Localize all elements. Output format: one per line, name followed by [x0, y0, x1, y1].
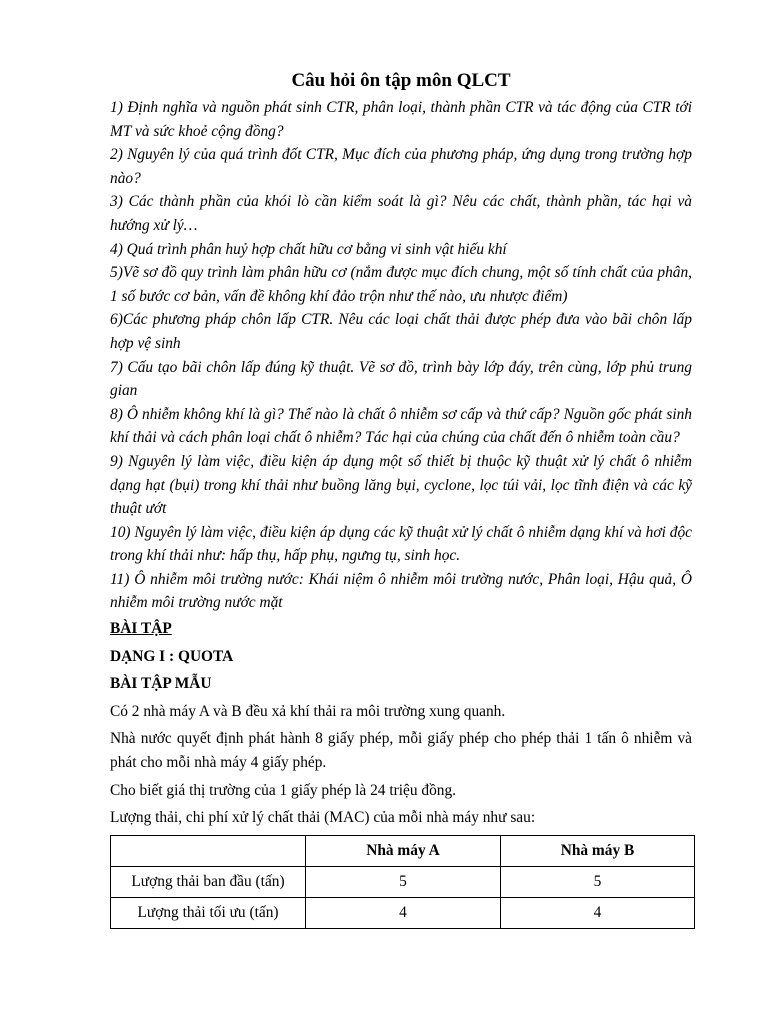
question-item: 2) Nguyên lý của quá trình đốt CTR, Mục đích của phương pháp, ứng dụng trong trường hợp nào?: [110, 146, 692, 187]
paragraph: Nhà nước quyết định phát hành 8 giấy phép, mỗi giấy phép cho phép thải 1 tấn ô nhiễm và phát cho mỗi nhà máy 4 giấy phép.: [110, 730, 692, 772]
document-title: Câu hỏi ôn tập môn QLCT: [291, 70, 511, 91]
paragraph: Lượng thải, chi phí xử lý chất thải (MAC) của mỗi nhà máy như sau:: [110, 809, 536, 827]
type-heading: DẠNG I : QUOTA: [110, 647, 234, 665]
table-row: [111, 866, 695, 897]
table-header-cell: Nhà máy A: [306, 835, 501, 866]
document-page: [110, 66, 692, 929]
question-item: 6)Các phương pháp chôn lấp CTR. Nêu các loại chất thải được phép đưa vào bãi chôn lấp hợp vệ sinh: [110, 311, 692, 352]
paragraph: Cho biết giá thị trường của 1 giấy phép là 24 triệu đồng.: [110, 781, 457, 799]
question-item: 8) Ô nhiễm không khí là gì? Thế nào là chất ô nhiễm sơ cấp và thứ cấp? Nguồn gốc phát sinh khí thải và cách phân loại chất ô nhiễm? Tác hại của chúng của chất đến ô nhiễm toàn cầu?: [110, 405, 692, 447]
table-cell: Lượng thải ban đầu (tấn): [111, 866, 306, 897]
question-item: 7) Cấu tạo bãi chôn lấp đúng kỹ thuật. Vẽ sơ đồ, trình bày lớp đáy, trên cùng, lớp phủ trung gian: [110, 358, 692, 400]
mac-table: [110, 835, 695, 929]
section-heading: BÀI TẬP: [110, 620, 172, 638]
table-cell: Lượng thải tối ưu (tấn): [111, 897, 306, 928]
question-item: 5)Vẽ sơ đồ quy trình làm phân hữu cơ (nắm được mục đích chung, một số tính chất của phân, 1 số bước cơ bản, vấn đề không khí đảo trộn như thế nào, ưu nhược điểm): [110, 264, 692, 305]
paragraph: Có 2 nhà máy A và B đều xả khí thải ra môi trường xung quanh.: [110, 702, 506, 720]
question-item: 3) Các thành phần của khói lò cần kiểm soát là gì? Nêu các chất, thành phần, tác hại và hướng xử lý…: [110, 193, 692, 234]
table-header-cell: [111, 835, 306, 866]
sample-heading: BÀI TẬP MẪU: [110, 675, 212, 693]
table-header-row: [111, 835, 695, 866]
question-item: 4) Quá trình phân huỷ hợp chất hữu cơ bằng vi sinh vật hiếu khí: [110, 240, 507, 258]
table-cell: 5: [501, 866, 695, 897]
table-cell: 5: [306, 866, 501, 897]
table-row: [111, 897, 695, 928]
question-item: 9) Nguyên lý làm việc, điều kiện áp dụng một số thiết bị thuộc kỹ thuật xử lý chất ô nhiễm dạng hạt (bụi) trong khí thải như buồng lăng bụi, cyclone, lọc túi vải, lọc tĩnh điện và các kỹ thuật ướt: [110, 452, 692, 518]
table-cell: 4: [306, 897, 501, 928]
question-item: 1) Định nghĩa và nguồn phát sinh CTR, phân loại, thành phần CTR và tác động của CTR tới MT và sức khoẻ cộng đồng?: [110, 99, 692, 140]
question-list: [110, 96, 692, 615]
question-item: 11) Ô nhiễm môi trường nước: Khái niệm ô nhiễm môi trường nước, Phân loại, Hậu quả, Ô nhiễm môi trường nước mặt: [110, 570, 692, 612]
table-cell: 4: [501, 897, 695, 928]
table-header-cell: Nhà máy B: [501, 835, 695, 866]
question-item: 10) Nguyên lý làm việc, điều kiện áp dụng các kỹ thuật xử lý chất ô nhiễm dạng khí và hơi độc trong khí thải như: hấp thụ, hấp phụ, ngưng tụ, sinh học.: [110, 523, 692, 565]
